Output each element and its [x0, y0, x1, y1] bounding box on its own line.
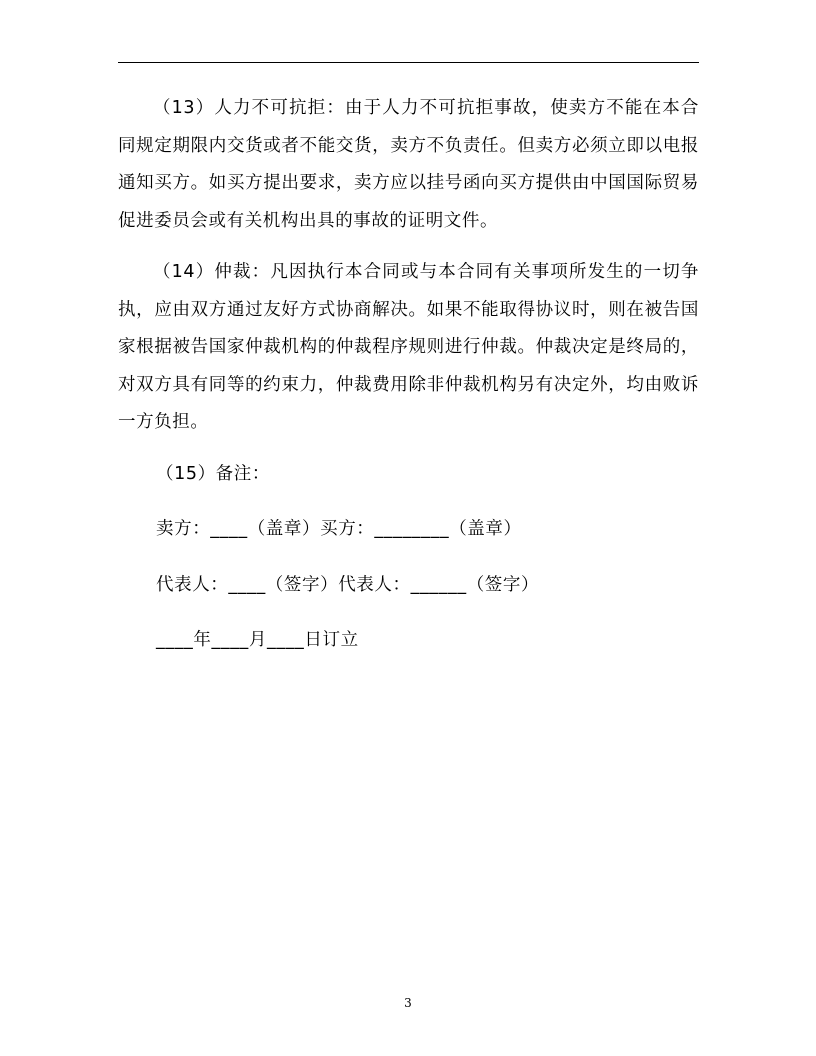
date-line: ____年____月____日订立 — [156, 630, 359, 650]
clause-15-remarks: （15）备注： — [156, 463, 270, 484]
seal-line: 卖方：____（盖章）买方：________（盖章） — [156, 519, 522, 539]
signature-line: 代表人：____（签字）代表人：______（签字） — [156, 574, 540, 595]
clause-13-force-majeure: （13）人力不可抗拒：由于人力不可抗拒事故，使卖方不能在本合同规定期限内交货或者不能交货，卖方不负责任。但卖方必须立即以电报通知买方。如买方提出要求，卖方应以挂号函向买方提供由中国国际贸易促进委员会或有关机构出具的事故的证明文件。 — [118, 98, 699, 231]
header-rule — [118, 62, 699, 63]
page-number: 3 — [404, 996, 412, 1010]
document-body — [118, 90, 699, 660]
clause-14-arbitration: （14）仲裁：凡因执行本合同或与本合同有关事项所发生的一切争执，应由双方通过友好方式协商解决。如果不能取得协议时，则在被告国家根据被告国家仲裁机构的仲裁程序规则进行仲裁。仲裁决定是终局的，对双方具有同等的约束力，仲裁费用除非仲裁机构另有决定外，均由败诉一方负担。 — [118, 262, 699, 432]
